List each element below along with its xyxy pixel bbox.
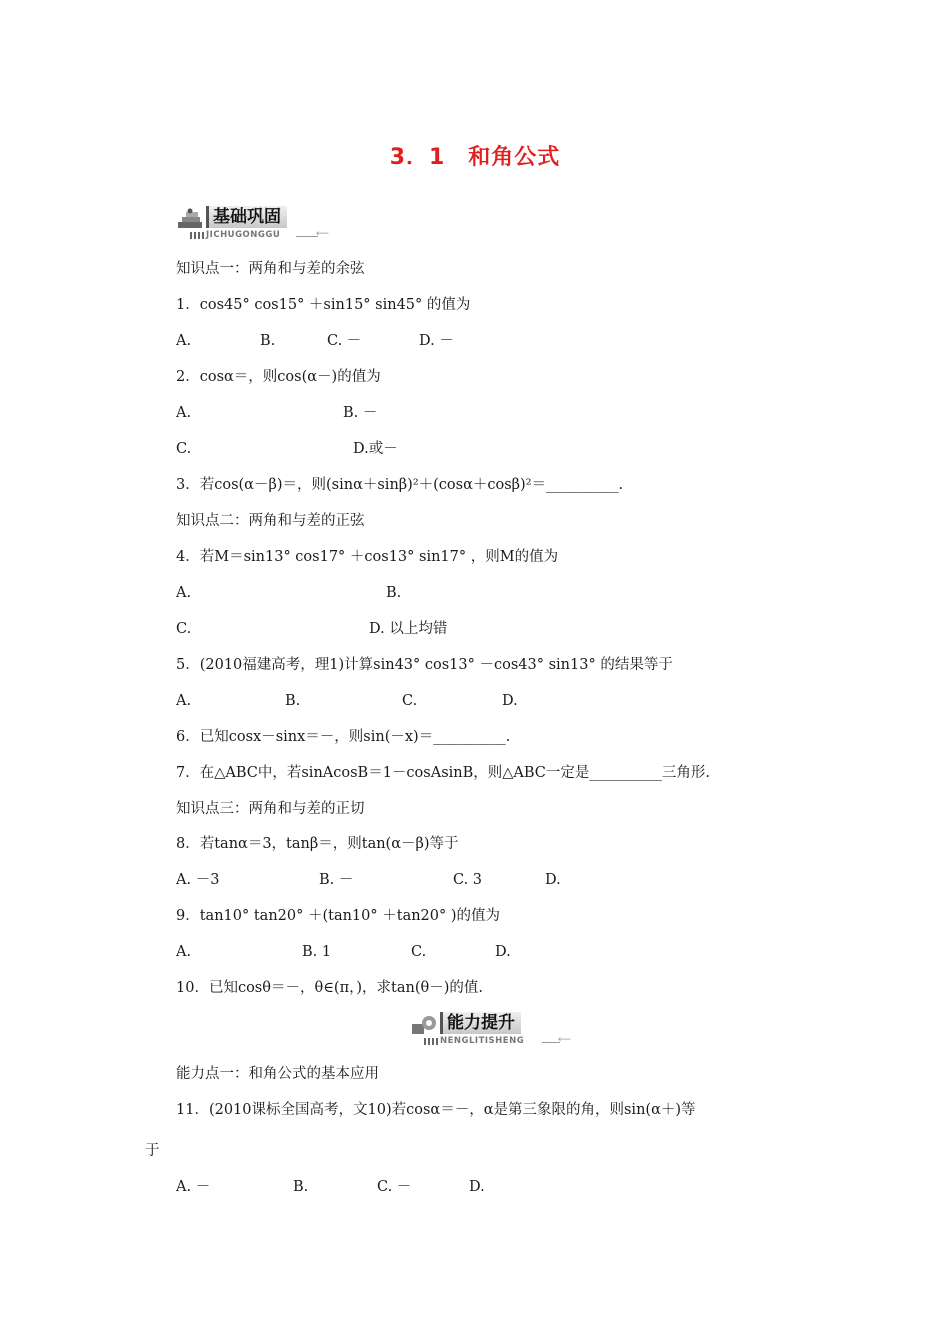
q5-option-a: A. [176, 693, 192, 709]
q5-option-b: B. [285, 693, 301, 709]
banner-divider [296, 236, 318, 237]
arrow-left-icon: ⟵ [558, 1035, 571, 1045]
question-7: 7．在△ABC中，若sinAcosB＝1－cosAsinB，则△ABC一定是__________三角形. [176, 765, 711, 781]
q1-option-d: D. － [419, 333, 454, 349]
q8-option-c: C. 3 [453, 872, 483, 888]
q2-option-a: A. [176, 405, 192, 421]
question-8: 8．若tanα＝3，tanβ＝，则tan(α－β)等于 [176, 836, 459, 852]
q9-option-d: D. [495, 944, 511, 960]
q11-option-a: A. － [176, 1179, 211, 1195]
question-10: 10．已知cosθ＝－，θ∈(π，)，求tan(θ－)的值. [176, 980, 483, 996]
question-1: 1．cos45° cos15° ＋sin15° sin45° 的值为 [176, 297, 471, 313]
q9-option-a: A. [176, 944, 192, 960]
q4-option-a: A. [176, 585, 192, 601]
question-11-continued: 于 [145, 1143, 160, 1159]
q11-option-d: D. [469, 1179, 485, 1195]
q9-option-c: C. [411, 944, 427, 960]
bars-icon [424, 1038, 438, 1045]
banner-title: 基础巩固 [206, 206, 287, 228]
q1-option-a: A. [176, 333, 192, 349]
question-3: 3．若cos(α－β)＝，则(sinα＋sinβ)²＋(cosα＋cosβ)²＝__________. [176, 477, 624, 493]
banner-subtitle: JICHUGONGGU [206, 230, 281, 240]
question-5: 5．(2010福建高考，理1)计算sin43° cos13° －cos43° sin13° 的结果等于 [176, 657, 673, 673]
q2-option-b: B. － [343, 405, 378, 421]
question-6: 6．已知cosx－sinx＝－，则sin(－x)＝__________. [176, 729, 511, 745]
question-4: 4．若M＝sin13° cos17° ＋cos13° sin17° ，则M的值为 [176, 549, 559, 565]
arrow-left-icon: ⟵ [316, 229, 329, 239]
q9-option-b: B. 1 [302, 944, 332, 960]
knowledge-point-3: 知识点三：两角和与差的正切 [176, 801, 365, 817]
q4-option-c: C. [176, 621, 192, 637]
q8-option-b: B. － [319, 872, 354, 888]
banner-subtitle: NENGLITISHENG [440, 1036, 525, 1046]
q11-option-c: C. － [377, 1179, 412, 1195]
question-9: 9．tan10° tan20° ＋(tan10° ＋tan20° )的值为 [176, 908, 501, 924]
q4-option-d: D. 以上均错 [369, 621, 448, 637]
q8-option-d: D. [545, 872, 561, 888]
q1-option-b: B. [260, 333, 276, 349]
knowledge-point-1: 知识点一：两角和与差的余弦 [176, 261, 365, 277]
page-title: 3．1 和角公式 [389, 145, 561, 170]
question-11: 11．(2010课标全国高考，文10)若cosα＝－，α是第三象限的角，则sin(α＋)等 [176, 1102, 696, 1118]
section-banner-ability [410, 1012, 578, 1048]
banner-title: 能力提升 [440, 1012, 521, 1034]
q2-option-d: D.或－ [353, 441, 398, 457]
q4-option-b: B. [386, 585, 402, 601]
section-banner-basic [176, 206, 341, 242]
question-2: 2．cosα＝，则cos(α－)的值为 [176, 369, 381, 385]
q8-option-a: A. －3 [176, 872, 220, 888]
gear-icon [410, 1014, 438, 1040]
stairs-icon [176, 208, 204, 234]
knowledge-point-2: 知识点二：两角和与差的正弦 [176, 513, 365, 529]
bars-icon [190, 232, 204, 239]
q2-option-c: C. [176, 441, 192, 457]
q5-option-c: C. [402, 693, 418, 709]
q1-option-c: C. － [327, 333, 362, 349]
ability-point-1: 能力点一：和角公式的基本应用 [176, 1066, 379, 1082]
q11-option-b: B. [293, 1179, 309, 1195]
q5-option-d: D. [502, 693, 518, 709]
